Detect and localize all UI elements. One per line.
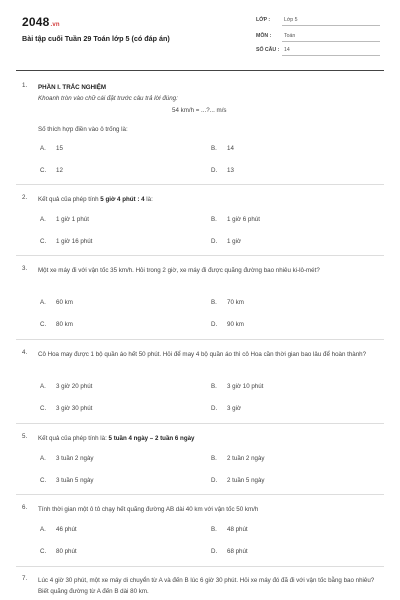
worksheet-title: Bài tập cuối Tuần 29 Toán lớp 5 (có đáp án) <box>22 34 170 43</box>
divider <box>16 423 384 424</box>
divider <box>16 184 384 185</box>
divider <box>16 255 384 256</box>
divider <box>16 339 384 340</box>
header-divider <box>16 70 384 71</box>
divider <box>16 566 384 567</box>
divider <box>16 494 384 495</box>
site-logo[interactable]: 2048.vn <box>22 15 60 29</box>
section-title: PHẦN I. TRẮC NGHIỆM <box>38 84 107 91</box>
worksheet-header: 2048.vn Bài tập cuối Tuần 29 Toán lớp 5 (có đáp án) LỚP : Lớp 5 MÔN : Toán SỐ CÂU : 14 <box>0 0 400 74</box>
